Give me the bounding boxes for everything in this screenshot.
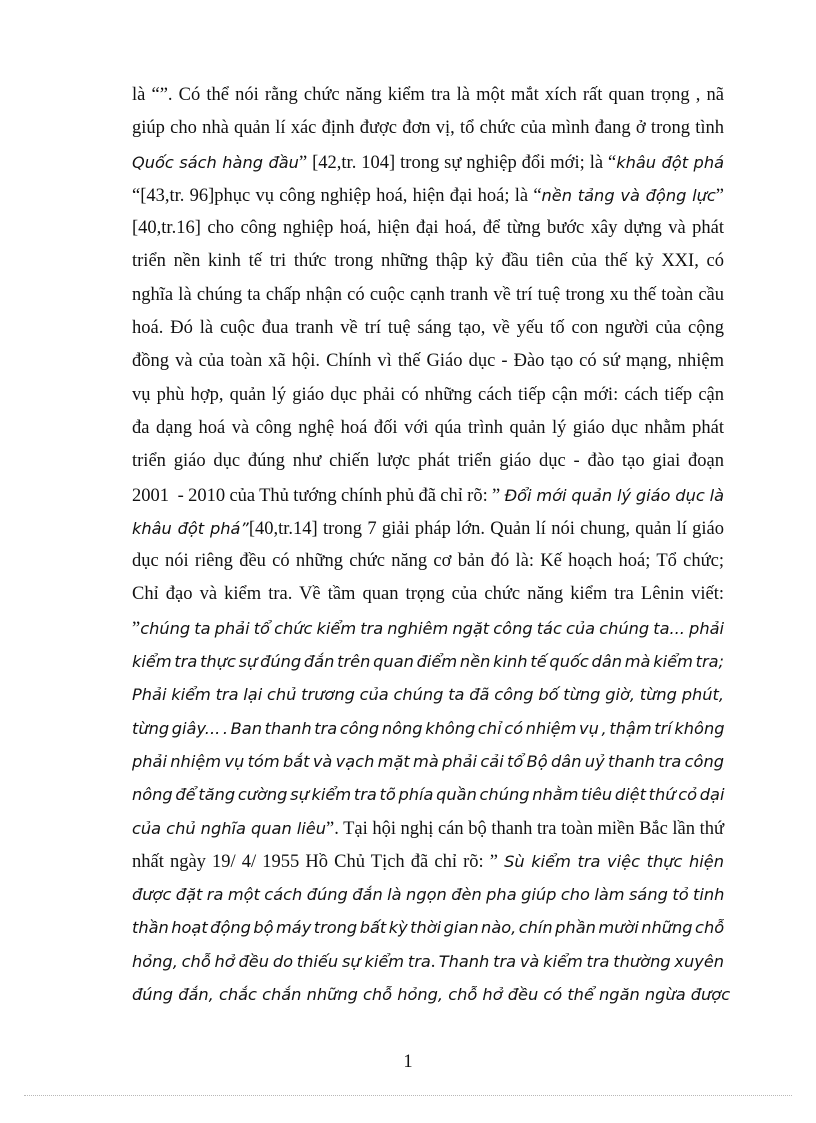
- text-line: [132, 712, 724, 745]
- text-line: [132, 678, 724, 711]
- text-line: [132, 778, 724, 811]
- text-line: [132, 212, 724, 245]
- text-run: triển giáo dục đúng như chiến lược phát triển giáo dục - đào tạo giai đoạn: [132, 451, 724, 472]
- page-bottom-border: [24, 1095, 792, 1096]
- text-line: [132, 812, 724, 845]
- text-line: [132, 279, 724, 312]
- text-run: giúp cho nhà quản lí xác định được đơn vị, tổ chức của mình đang ở trong tình: [132, 118, 724, 139]
- page-number: 1: [403, 1052, 413, 1072]
- text-run: nghĩa là chúng ta chấp nhận có cuộc cạnh tranh về trí tuệ trong xu thế toàn cầu: [132, 284, 724, 305]
- text-run: “[43,tr. 96]phục vụ công nghiệp hoá, hiện đại hoá; là “: [132, 185, 542, 206]
- text-line: [132, 911, 724, 944]
- text-line: [132, 945, 724, 978]
- text-line: [132, 578, 724, 611]
- text-line: [132, 845, 724, 878]
- text-run: nhất ngày 19/ 4/ 1955 Hồ Chủ Tịch đã chỉ rõ: ”: [132, 851, 505, 872]
- italic-text: Thanh tra và kiểm tra thường xuyên: [438, 951, 725, 971]
- italic-text: nông để tăng cường sự kiểm tra tõ phía quần chúng nhằm tiêu diệt thứ cỏ dại: [132, 785, 725, 805]
- text-run: ”. Tại hội nghị cán bộ thanh tra toàn miền Bắc lần thứ: [326, 818, 724, 839]
- italic-text: đúng đắn, chắc chắn những chỗ hỏng, chỗ hở đều có thể ngăn ngừa được: [132, 985, 731, 1005]
- text-line: [132, 79, 724, 112]
- text-line: [132, 345, 724, 378]
- text-run: [40,tr.16] cho công nghiệp hoá, hiện đại hoá, để từng bước xây dựng và phát: [132, 218, 724, 239]
- text-line: [132, 745, 724, 778]
- text-line: [132, 645, 724, 678]
- italic-text: Đổi mới quản lý giáo dục là: [504, 485, 724, 505]
- text-line: [132, 245, 724, 278]
- text-line: [132, 878, 724, 911]
- text-run: .: [430, 951, 439, 972]
- text-line: [132, 978, 731, 1011]
- italic-text: hỏng, chỗ hở đều do thiếu sự kiểm tra: [132, 951, 431, 971]
- text-run: đa dạng hoá và công nghệ hoá đối với qúa trình quản lý giáo dục nhằm phát: [132, 417, 724, 438]
- text-run: hoá. Đó là cuộc đua tranh về trí tuệ sáng tạo, về yếu tố con người của cộng: [132, 318, 724, 339]
- text-line: [132, 179, 724, 212]
- italic-text: Quốc sách hàng đầu: [132, 152, 299, 172]
- text-line: [132, 612, 724, 645]
- text-run: ”: [715, 185, 724, 206]
- text-run: ” [42,tr. 104] trong sự nghiệp đổi mới; là “: [298, 152, 617, 173]
- italic-text: của chủ nghĩa quan liêu: [132, 818, 327, 838]
- text-run: [40,tr.14] trong 7 giải pháp lớn. Quản lí nói chung, quản lí giáo: [248, 518, 724, 539]
- text-line: [132, 379, 724, 412]
- italic-text: thần hoạt động bộ máy trong bất kỳ thời gian nào, chín phần mười những chỗ: [132, 918, 725, 938]
- italic-text: nền tảng và động lực: [541, 185, 716, 205]
- italic-text: Phải kiểm tra lại chủ trương của chúng ta đã công bố từng giờ, từng phút,: [132, 685, 724, 705]
- text-line: [132, 112, 724, 145]
- text-line: [132, 412, 724, 445]
- italic-text: khâu đột phá”: [132, 518, 249, 538]
- text-run: Chỉ đạo và kiểm tra. Về tầm quan trọng của chức năng kiểm tra Lênin viết:: [132, 584, 724, 605]
- text-run: đồng và của toàn xã hội. Chính vì thế Giáo dục - Đào tạo có sứ mạng, nhiệm: [132, 351, 724, 372]
- text-run: 2001 - 2010 của Thủ tướng chính phủ đã chỉ rõ: ”: [132, 485, 505, 506]
- text-run: dục nói riêng đều có những chức năng cơ bản đó là: Kế hoạch hoá; Tổ chức;: [132, 551, 724, 572]
- body-text: [132, 79, 731, 1011]
- text-line: [132, 445, 724, 478]
- text-run: ”: [132, 618, 141, 639]
- text-line: [132, 545, 724, 578]
- text-line: [132, 512, 724, 545]
- italic-text: kiểm tra thực sự đúng đắn trên quan điểm nền kinh tế quốc dân mà kiểm tra;: [132, 652, 724, 672]
- italic-text: được đặt ra một cách đúng đắn là ngọn đèn pha giúp cho làm sáng tỏ tinh: [132, 885, 725, 905]
- italic-text: từng giây... . Ban thanh tra công nông không chỉ có nhiệm vụ , thậm trí không: [132, 718, 725, 738]
- text-line: [132, 312, 724, 345]
- text-run: triển nền kinh tế tri thức trong những thập kỷ đầu tiên của thế kỷ XXI, có: [132, 251, 724, 272]
- text-line: [132, 479, 724, 512]
- italic-text: phải nhiệm vụ tóm bắt và vạch mặt mà phải cải tổ Bộ dân uỷ thanh tra công: [132, 751, 724, 771]
- text-run: là “”. Có thể nói rằng chức năng kiểm tra là một mắt xích rất quan trọng , nã: [132, 85, 724, 105]
- italic-text: khâu đột phá: [616, 152, 724, 172]
- italic-text: Sù kiểm tra việc thực hiện: [504, 851, 724, 871]
- text-line: [132, 146, 724, 179]
- italic-text: chúng ta phải tổ chức kiểm tra nghiêm ngặt công tác của chúng ta... phải: [140, 618, 724, 638]
- text-run: vụ phù hợp, quản lý giáo dục phải có những cách tiếp cận mới: cách tiếp cận: [132, 384, 724, 405]
